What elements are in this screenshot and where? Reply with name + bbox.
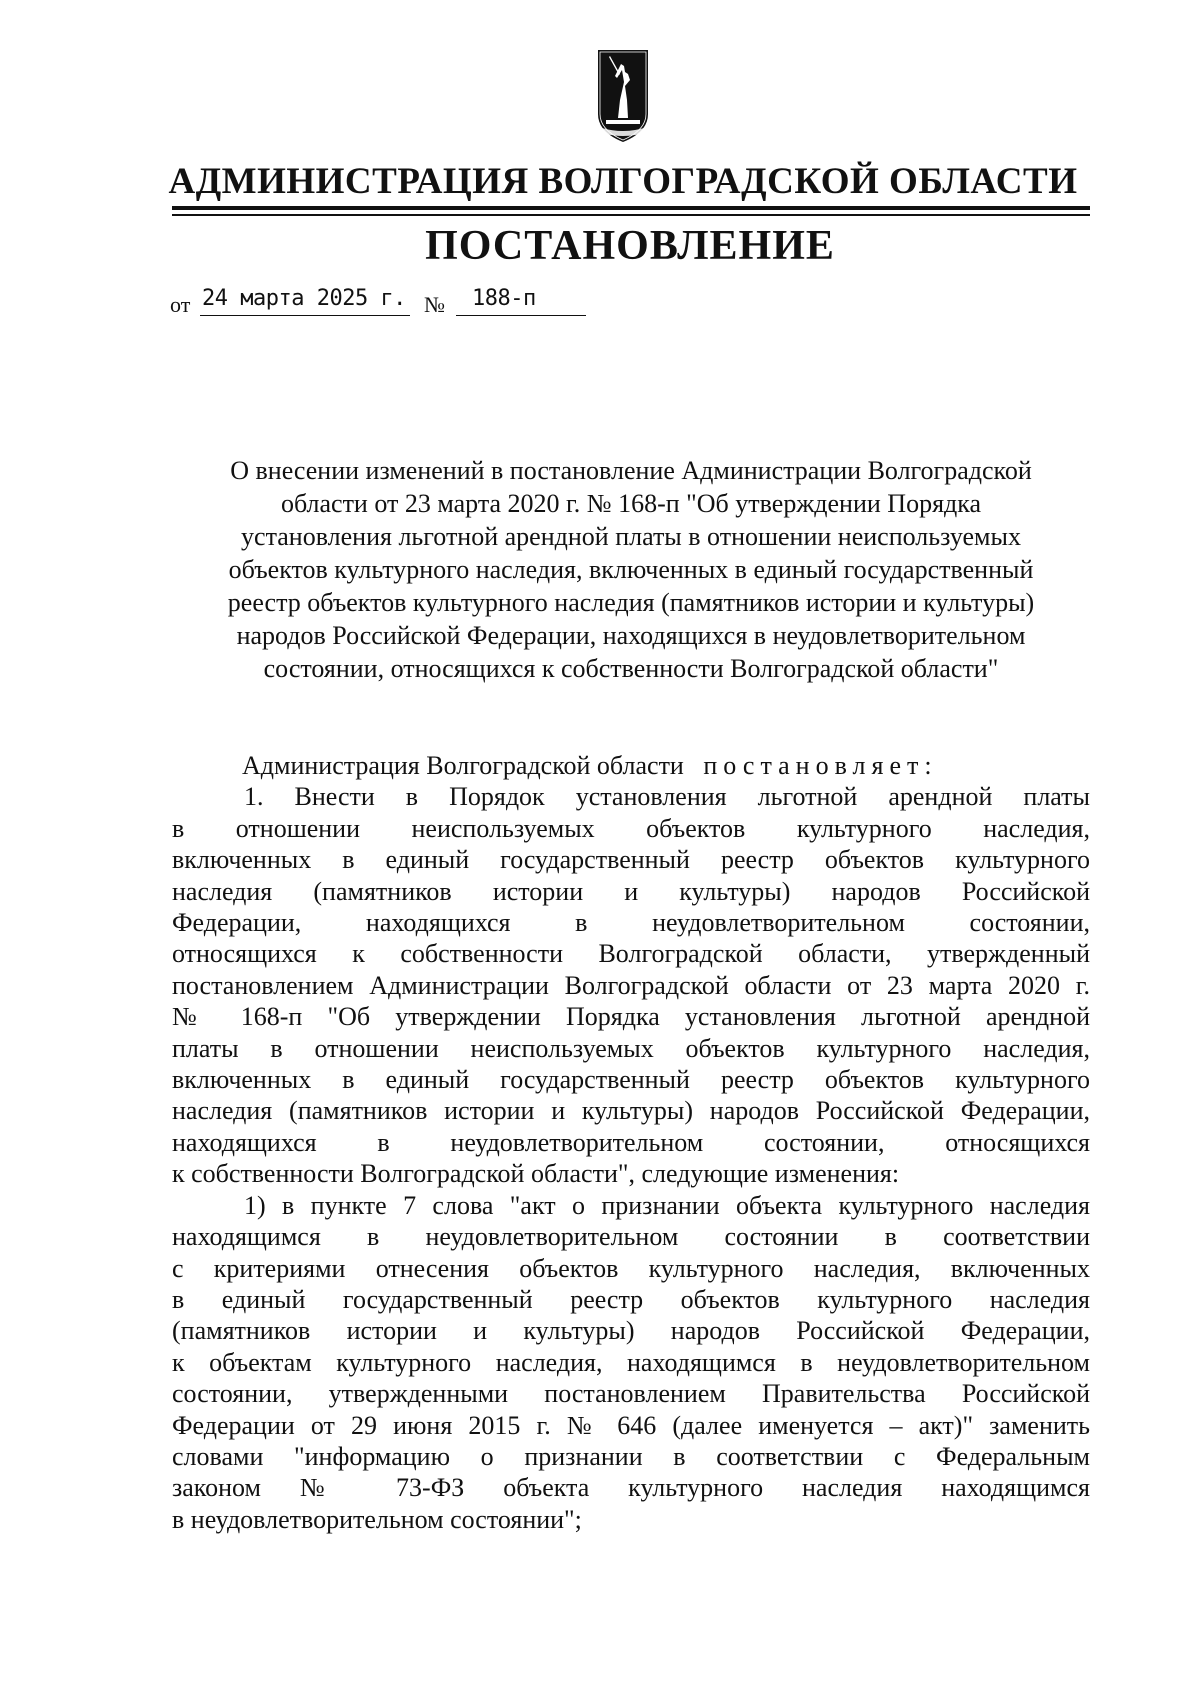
body-line: к собственности Волгоградской области", следующие изменения: xyxy=(172,1159,900,1189)
body-line: относящихся к собственности Волгоградской области, утвержденный xyxy=(172,939,1090,969)
body-line: состоянии, утвержденными постановлением Правительства Российской xyxy=(172,1379,1090,1409)
subject-line: объектов культурного наследия, включенных в единый государственный xyxy=(228,555,1034,584)
document-body xyxy=(172,750,1090,1535)
body-line: наследия (памятников истории и культуры) народов Российской xyxy=(172,876,1090,906)
body-line: к объектам культурного наследия, находящимся в неудовлетворительном xyxy=(172,1347,1090,1377)
number-prefix: № xyxy=(424,292,445,317)
decree-word: постановляет: xyxy=(703,751,938,780)
header-rule-thick xyxy=(172,206,1090,210)
number-value: 188-п xyxy=(472,286,536,311)
body-line: наследия (памятников истории и культуры) народов Российской Федерации, xyxy=(172,1096,1090,1126)
decree-intro xyxy=(172,750,1090,781)
coat-of-arms-icon xyxy=(594,48,652,144)
body-line: включенных в единый государственный реестр объектов культурного xyxy=(172,1065,1090,1095)
body-line: в единый государственный реестр объектов культурного наследия xyxy=(172,1284,1090,1314)
body-line: платы в отношении неиспользуемых объектов культурного наследия, xyxy=(172,1033,1090,1063)
body-line: законом № 73-ФЗ объекта культурного наследия находящимся xyxy=(172,1473,1090,1503)
date-underline xyxy=(200,315,410,316)
subject-line: О внесении изменений в постановление Администрации Волгоградской xyxy=(230,456,1032,485)
date-prefix: от xyxy=(170,292,191,317)
header-rule-thin xyxy=(172,214,1090,216)
body-line: Федерации от 29 июня 2015 г. № 646 (далее именуется – акт)" заменить xyxy=(172,1410,1090,1440)
date-value: 24 марта 2025 г. xyxy=(202,286,406,311)
body-line: в неудовлетворительном состоянии"; xyxy=(172,1504,582,1534)
body-line: постановлением Администрации Волгоградской области от 23 марта 2020 г. xyxy=(172,970,1090,1000)
subject-line: установления льготной арендной платы в отношении неиспользуемых xyxy=(241,522,1021,551)
body-line: находящихся в неудовлетворительном состоянии, относящихся xyxy=(172,1127,1090,1157)
body-line: Федерации, находящихся в неудовлетворительном состоянии, xyxy=(172,908,1090,938)
body-line: 1. Внести в Порядок установления льготной арендной платы xyxy=(244,782,1090,812)
body-line: с критериями отнесения объектов культурного наследия, включенных xyxy=(172,1253,1090,1283)
body-line: № 168-п "Об утверждении Порядка установления льготной арендной xyxy=(172,1002,1090,1032)
document-subject xyxy=(172,454,1090,685)
document-type-title: ПОСТАНОВЛЕНИЕ xyxy=(425,223,835,269)
body-line: 1) в пункте 7 слова "акт о признании объекта культурного наследия xyxy=(244,1190,1090,1220)
subject-line: реестр объектов культурного наследия (памятников истории и культуры) xyxy=(227,588,1035,617)
subject-line: области от 23 марта 2020 г. № 168-п "Об утверждении Порядка xyxy=(280,489,982,518)
body-line: в отношении неиспользуемых объектов культурного наследия, xyxy=(172,813,1090,843)
subject-line: состоянии, относящихся к собственности Волгоградской области" xyxy=(263,654,999,683)
dateline xyxy=(170,284,670,320)
body-line: находящимся в неудовлетворительном состоянии в соответствии xyxy=(172,1222,1090,1252)
subject-line: народов Российской Федерации, находящихся в неудовлетворительном xyxy=(236,621,1026,650)
organization-title: АДМИНИСТРАЦИЯ ВОЛГОГРАДСКОЙ ОБЛАСТИ xyxy=(168,161,1078,202)
decree-intro-text: Администрация Волгоградской области xyxy=(242,751,684,780)
body-line: словами "информацию о признании в соответствии с Федеральным xyxy=(172,1441,1090,1471)
number-underline xyxy=(456,315,586,316)
body-line: (памятников истории и культуры) народов Российской Федерации, xyxy=(172,1316,1090,1346)
body-line: включенных в единый государственный реестр объектов культурного xyxy=(172,845,1090,875)
